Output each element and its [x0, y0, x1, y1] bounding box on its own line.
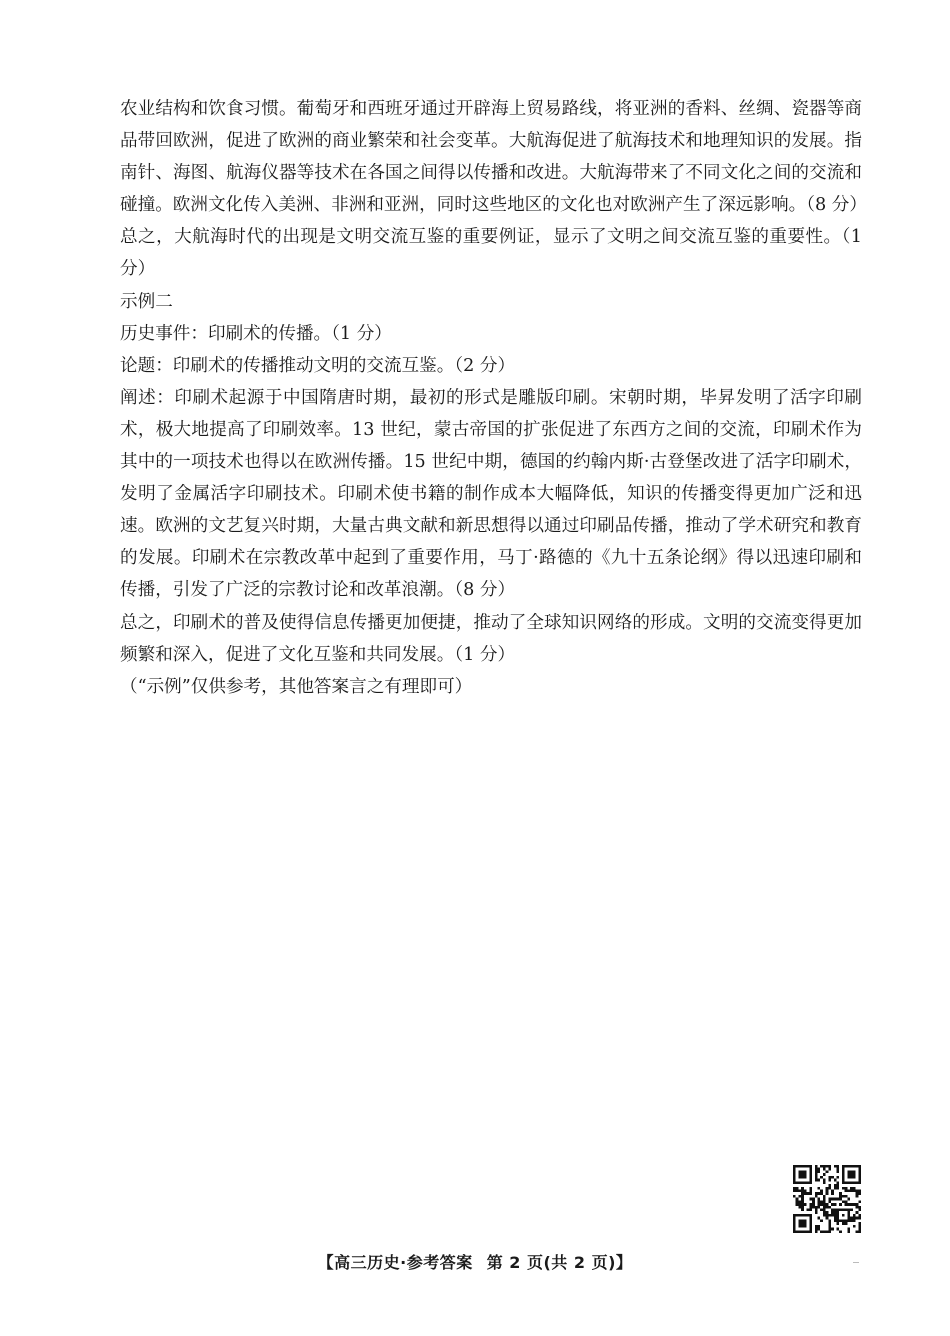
paragraph-age-of-discovery-impact: 农业结构和饮食习惯。葡萄牙和西班牙通过开辟海上贸易路线，将亚洲的香料、丝绸、瓷器等商品带回欧洲，促进了欧洲的商业繁荣和社会变革。大航海促进了航海技术和地理知识的发展。指南针、海图、航海仪器等技术在各国之间得以传播和改进。大航海带来了不同文化之间的交流和碰撞。欧洲文化传入美洲、非洲和亚洲，同时这些地区的文化也对欧洲产生了深远影响。（8 分）	[120, 99, 867, 216]
thesis-line: 论题：印刷术的传播推动文明的交流互鉴。（2 分）	[120, 355, 516, 376]
page-footer	[0, 1250, 950, 1273]
historical-event-line: 历史事件：印刷术的传播。（1 分）	[120, 323, 392, 344]
paragraph-summary-two: 总之，印刷术的普及使得信息传播更加便捷，推动了全球知识网络的形成。文明的交流变得更加频繁和深入，促进了文化互鉴和共同发展。（1 分）	[120, 612, 862, 665]
reference-note: （“示例”仅供参考，其他答案言之有理即可）	[120, 676, 473, 697]
example-two-heading: 示例二	[120, 291, 173, 312]
paragraph-summary-one: 总之，大航海时代的出现是文明交流互鉴的重要例证，显示了文明之间交流互鉴的重要性。（1 分）	[120, 227, 862, 280]
footer-page-number: 第 2 页(共 2 页)】	[486, 1253, 633, 1272]
scan-mark	[853, 1262, 859, 1263]
qr-code-icon	[793, 1165, 861, 1233]
answer-text-body	[120, 93, 867, 703]
elaboration-paragraph: 阐述：印刷术起源于中国隋唐时期，最初的形式是雕版印刷。宋朝时期，毕昇发明了活字印刷术，极大地提高了印刷效率。13 世纪，蒙古帝国的扩张促进了东西方之间的交流，印刷术作为其中的一项技术也得以在欧洲传播。15 世纪中期，德国的约翰内斯·古登堡改进了活字印刷术，发明了金属活字印刷技术。印刷术使书籍的制作成本大幅降低，知识的传播变得更加广泛和迅速。欧洲的文艺复兴时期，大量古典文献和新思想得以通过印刷品传播，推动了学术研究和教育的发展。印刷术在宗教改革中起到了重要作用，马丁·路德的《九十五条论纲》得以迅速印刷和传播，引发了广泛的宗教讨论和改革浪潮。（8 分）	[120, 387, 862, 601]
footer-title: 【高三历史·参考答案	[317, 1253, 473, 1272]
